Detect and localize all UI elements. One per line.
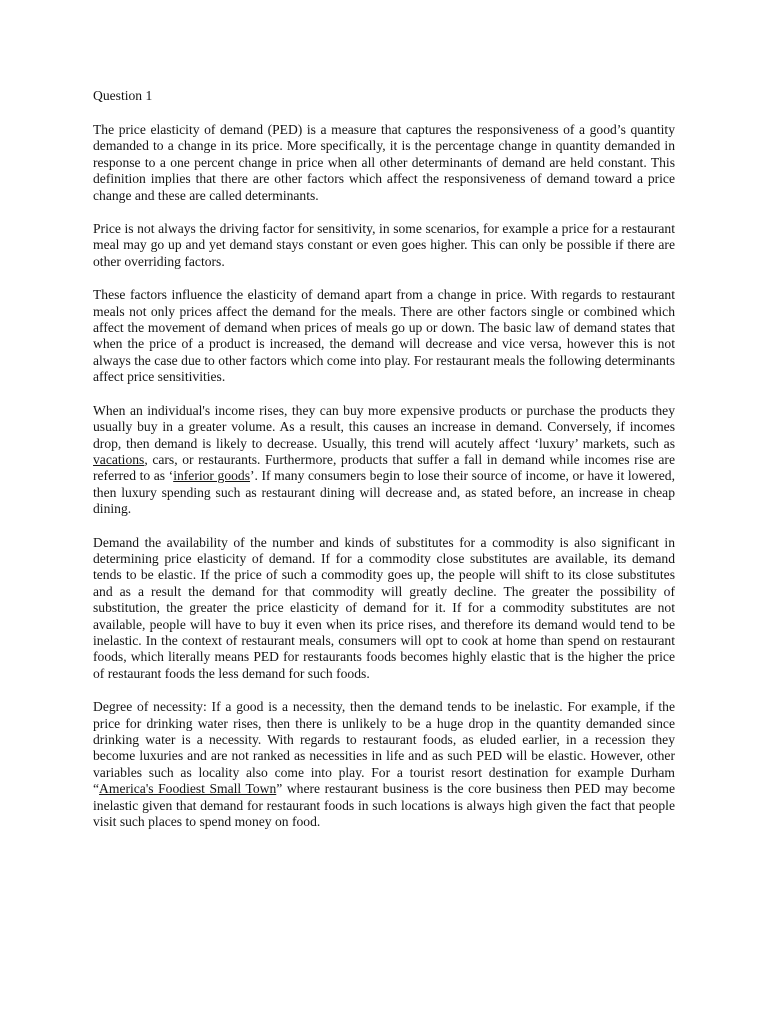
paragraph-substitutes: Demand the availability of the number and kinds of substitutes for a commodity is also significant in determining price elasticity of demand. If for a commodity close substitutes are available, its demand tends to be elastic. If the price of such a commodity goes up, the people will shift to its close substitutes and as a result the demand for that commodity will greatly decline. The greater the possibility of substitution, the greater the price elasticity of demand for it. If for a commodity substitutes are not available, people will have to buy it even when its price rises, and therefore its demand would tend to be inelastic. In the context of restaurant meals, consumers will opt to cook at home than spend on restaurant foods, which literally means PED for restaurants foods becomes highly elastic that is the higher the price of restaurant foods the less demand for such foods. xyxy=(93,534,675,681)
paragraph-necessity-text-2: ” where restaurant business is the core business then PED may become inelastic given that demand for restaurant foods in such locations is always high given the fact that people visit such places to spend money on food. xyxy=(93,781,675,830)
paragraph-income-text-1: When an individual's income rises, they can buy more expensive products or purchase the products they usually buy in a greater volume. As a result, this causes an increase in demand. Conversely, if incomes drop, then demand is likely to decrease. Usually, this trend will acutely affect ‘luxury’ markets, such as xyxy=(93,402,675,451)
vacations-link[interactable]: vacations xyxy=(93,451,145,467)
paragraph-price-not-driving-factor: Price is not always the driving factor for sensitivity, in some scenarios, for example a price for a restaurant meal may go up and yet demand stays constant or even goes higher. This can only be possible if there are other overriding factors. xyxy=(93,221,675,269)
paragraph-income-text-2: , cars, or restaurants. Furthermore, products that suffer a fall in demand while incomes rise are referred to as ‘ xyxy=(93,451,675,484)
question-heading: Question 1 xyxy=(93,88,153,103)
paragraph-ped-definition: The price elasticity of demand (PED) is a measure that captures the responsiveness of a good’s quantity demanded to a change in its price. More specifically, it is the percentage change in quantity demanded in response to a one percent change in price when all other determinants of demand are held constant. This definition implies that there are other factors which affect the responsiveness of demand toward a price change and these are called determinants. xyxy=(93,122,675,203)
paragraph-income xyxy=(93,403,675,518)
paragraph-income-text-3: ’. If many consumers begin to lose their source of income, or have it lowered, then luxury spending such as restaurant dining will decrease and, as stated before, an increase in cheap dining. xyxy=(93,468,676,517)
paragraph-determinants-intro: These factors influence the elasticity of demand apart from a change in price. With regards to restaurant meals not only prices affect the demand for the meals. There are other factors single or combined which affect the movement of demand when prices of meals go up or down. The basic law of demand states that when the price of a product is increased, the demand will decrease and vice versa, however this is not always the case due to other factors which come into play. For restaurant meals the following determinants affect price sensitivities. xyxy=(93,287,675,385)
inferior-goods-link[interactable]: inferior goods xyxy=(173,468,251,484)
foodiest-town-link[interactable]: America's Foodiest Small Town xyxy=(99,781,277,797)
paragraph-necessity-text-1: Degree of necessity: If a good is a necessity, then the demand tends to be inelastic. For example, if the price for drinking water rises, then there is unlikely to be a huge drop in the quantity demanded since drinking water is a necessity. With regards to restaurant foods, as eluded earlier, in a recession they become luxuries and are not ranked as necessities in life and as such PED will be elastic. However, other variables such as locality also come into play. For a tourist resort destination for example Durham “ xyxy=(93,699,675,797)
paragraph-necessity xyxy=(93,699,675,830)
